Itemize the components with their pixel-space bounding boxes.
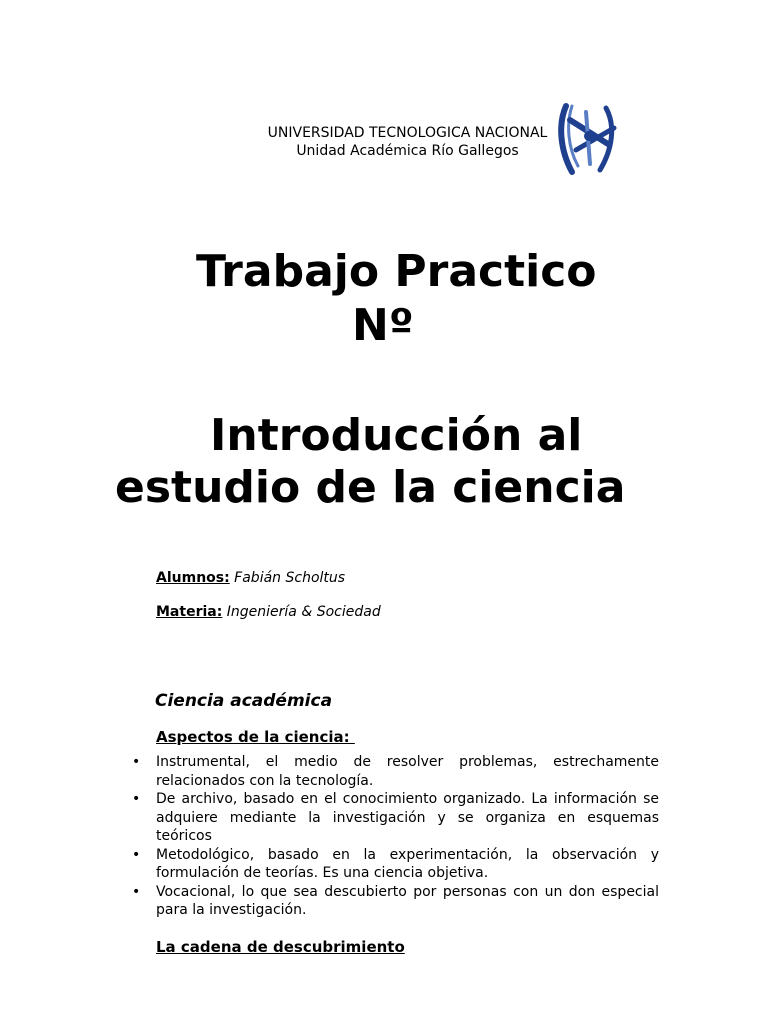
section-title: Ciencia académica <box>155 691 333 711</box>
materia-label: Materia: <box>156 604 223 620</box>
bullet-icon: • <box>132 846 141 863</box>
list-item-text: Instrumental, el medio de resolver problemas, estrechamente relacionados con la tecnología. <box>156 754 659 789</box>
alumnos-value: Fabián Scholtus <box>234 570 346 586</box>
list-item <box>130 753 659 790</box>
alumnos-label: Alumnos: <box>156 570 230 586</box>
list-item <box>130 846 659 883</box>
bullet-icon: • <box>132 883 141 900</box>
cadena-heading: La cadena de descubrimiento <box>156 938 405 956</box>
bullet-icon: • <box>132 754 141 770</box>
bullet-icon: • <box>132 791 141 807</box>
list-item-text: Vocacional, lo que sea descubierto por personas con un don especial para la investigación. <box>156 883 659 918</box>
list-item <box>130 883 659 920</box>
materia-row <box>156 603 381 621</box>
list-item-text: De archivo, basado en el conocimiento organizado. La información se adquiere mediante la investigación y se organiza en esquemas teóricos <box>156 791 659 844</box>
utn-logo-icon <box>556 100 622 176</box>
alumnos-row <box>156 569 345 587</box>
title-line-2: Nº <box>352 300 414 351</box>
title-line-1: Trabajo Practico <box>196 246 597 297</box>
materia-value: Ingeniería & Sociedad <box>226 604 381 620</box>
list-item <box>130 790 659 846</box>
list-item-text: Metodológico, basado en la experimentación, la observación y formulación de teorías. Es una ciencia objetiva. <box>156 846 659 881</box>
title-line-4: estudio de la ciencia <box>115 462 626 513</box>
university-name: UNIVERSIDAD TECNOLOGICA NACIONAL <box>267 125 548 141</box>
university-header <box>230 124 585 160</box>
aspectos-list <box>130 753 659 920</box>
title-line-3: Introducción al <box>210 410 583 461</box>
aspectos-heading: Aspectos de la ciencia: <box>156 728 355 746</box>
academic-unit: Unidad Académica Río Gallegos <box>296 143 519 159</box>
